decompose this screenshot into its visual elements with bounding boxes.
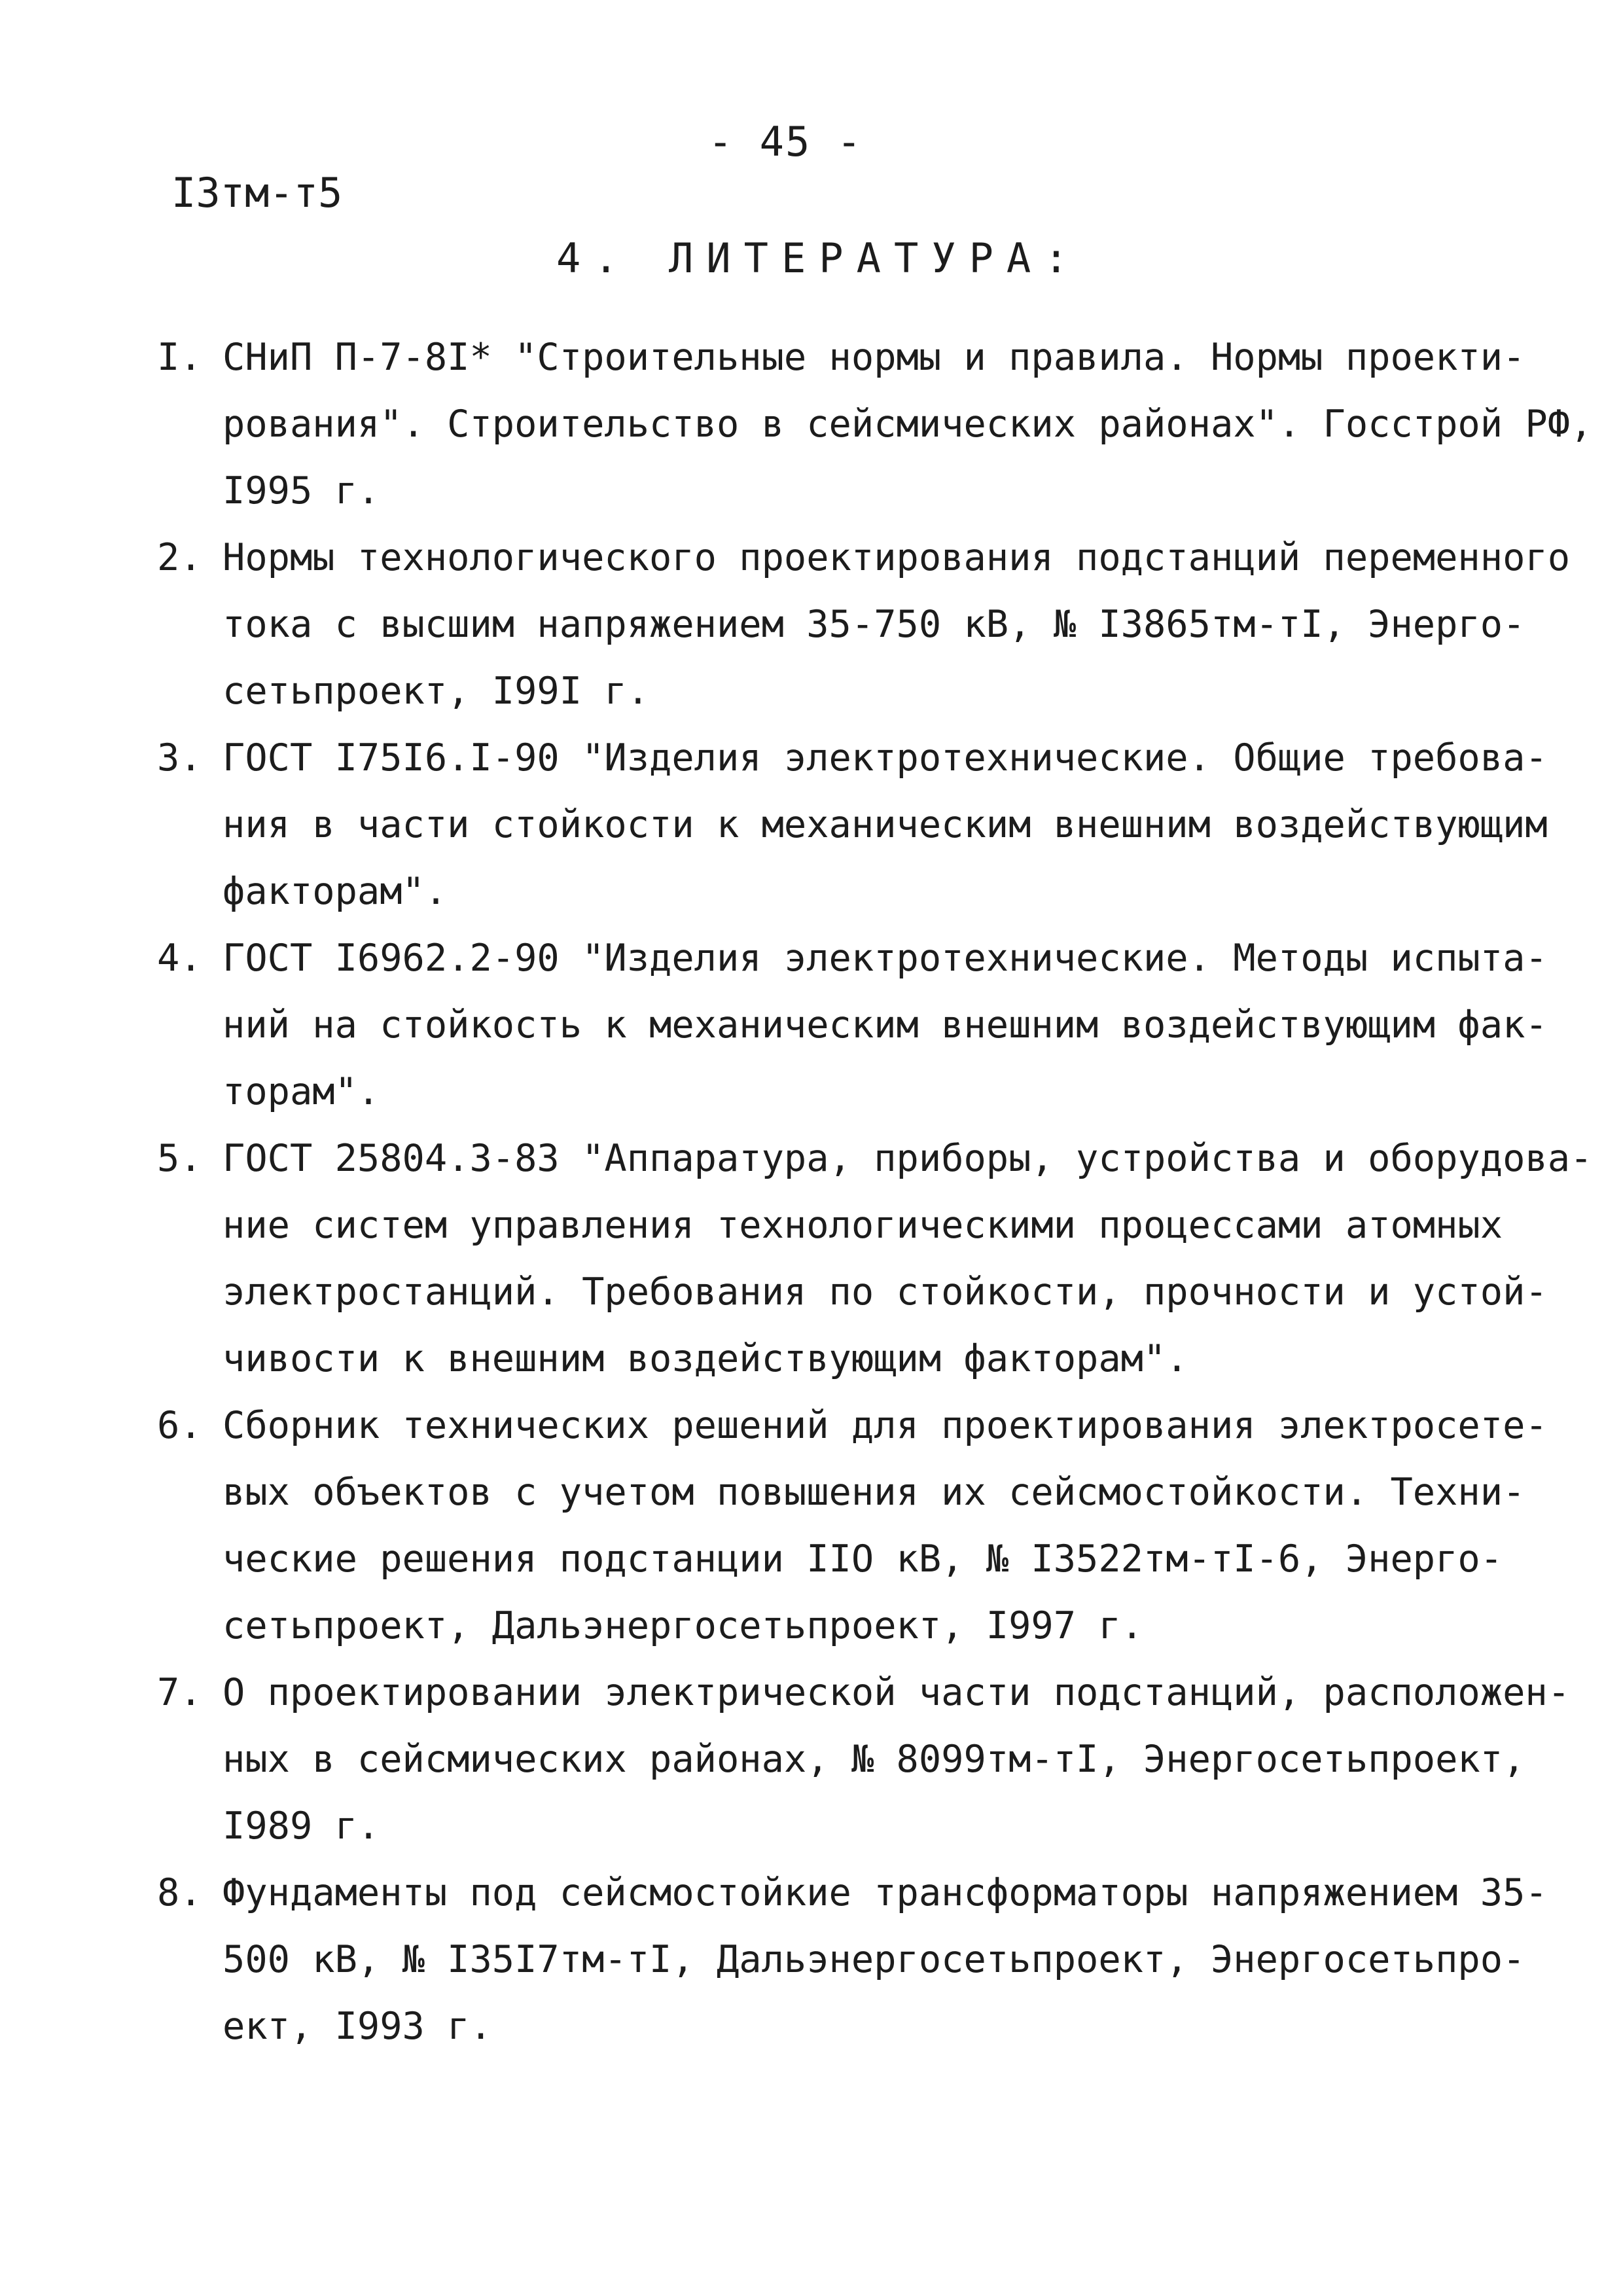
- reference-line: ческие решения подстанции IIО кВ, № I3522тм-тI-6, Энерго-: [223, 1537, 1503, 1581]
- reference-number: 6.: [157, 1404, 202, 1447]
- reference-number: 5.: [157, 1137, 202, 1180]
- reference-line: сетьпроект, I99I г.: [223, 670, 650, 713]
- reference-line: Фундаменты под сейсмостойкие трансформаторы напряжением 35-: [223, 1871, 1548, 1914]
- reference-line: I995 г.: [223, 469, 380, 512]
- reference-line: ния в части стойкости к механическим внешним воздействующим: [223, 803, 1548, 846]
- reference-item-5: [157, 1125, 1593, 1392]
- reference-line: ных в сейсмических районах, № 8099тм-тI, Энергосетьпроект,: [223, 1738, 1525, 1781]
- reference-line: чивости к внешним воздействующим факторам".: [223, 1337, 1188, 1380]
- page-number: - 45 -: [708, 118, 863, 166]
- reference-line: I989 г.: [223, 1804, 380, 1848]
- reference-number: 7.: [157, 1671, 202, 1714]
- reference-number: I.: [157, 336, 202, 379]
- reference-line: торам".: [223, 1070, 380, 1113]
- reference-line: вых объектов с учетом повышения их сейсмостойкости. Техни-: [223, 1471, 1525, 1514]
- reference-line: Сборник технических решений для проектирования электросете-: [223, 1404, 1548, 1447]
- reference-line: ние систем управления технологическими процессами атомных: [223, 1204, 1503, 1247]
- reference-line: ГОСТ 25804.3-83 "Аппаратура, приборы, устройства и оборудова-: [223, 1137, 1593, 1180]
- reference-number: 3.: [157, 736, 202, 780]
- document-code: I3тм-т5: [171, 169, 343, 217]
- reference-line: ний на стойкость к механическим внешним воздействующим фак-: [223, 1003, 1548, 1047]
- reference-line: сетьпроект, Дальэнергосетьпроект, I997 г.: [223, 1604, 1143, 1647]
- reference-line: тока с высшим напряжением 35-750 кВ, № I3865тм-тI, Энерго-: [223, 603, 1525, 646]
- reference-item-8: [157, 1859, 1548, 2060]
- reference-number: 4.: [157, 937, 202, 980]
- reference-item-4: [157, 925, 1548, 1125]
- reference-line: ГОСТ I6962.2-90 "Изделия электротехнические. Методы испыта-: [223, 937, 1548, 980]
- reference-line: ГОСТ I75I6.I-90 "Изделия электротехнические. Общие требова-: [223, 736, 1548, 780]
- reference-list: [157, 324, 1593, 2060]
- reference-item-6: [157, 1392, 1548, 1659]
- section-heading: 4. ЛИТЕРАТУРА:: [556, 234, 1082, 282]
- reference-line: факторам".: [223, 870, 448, 913]
- reference-item-3: [157, 725, 1548, 925]
- reference-number: 2.: [157, 536, 202, 579]
- reference-item-7: [157, 1659, 1571, 1859]
- reference-line: электростанций. Требования по стойкости, прочности и устой-: [223, 1270, 1548, 1314]
- reference-line: О проектировании электрической части подстанций, расположен-: [223, 1671, 1571, 1714]
- reference-item-2: [157, 524, 1571, 725]
- reference-line: 500 кВ, № I35I7тм-тI, Дальэнергосетьпроект, Энергосетьпро-: [223, 1938, 1525, 1981]
- reference-line: рования". Строительство в сейсмических районах". Госстрой РФ,: [223, 403, 1593, 446]
- reference-number: 8.: [157, 1871, 202, 1914]
- reference-line: СНиП П-7-8I* "Строительные нормы и правила. Нормы проекти-: [223, 336, 1525, 379]
- reference-line: Нормы технологического проектирования подстанций переменного: [223, 536, 1571, 579]
- reference-item-1: [157, 324, 1593, 524]
- reference-line: ект, I993 г.: [223, 2005, 492, 2048]
